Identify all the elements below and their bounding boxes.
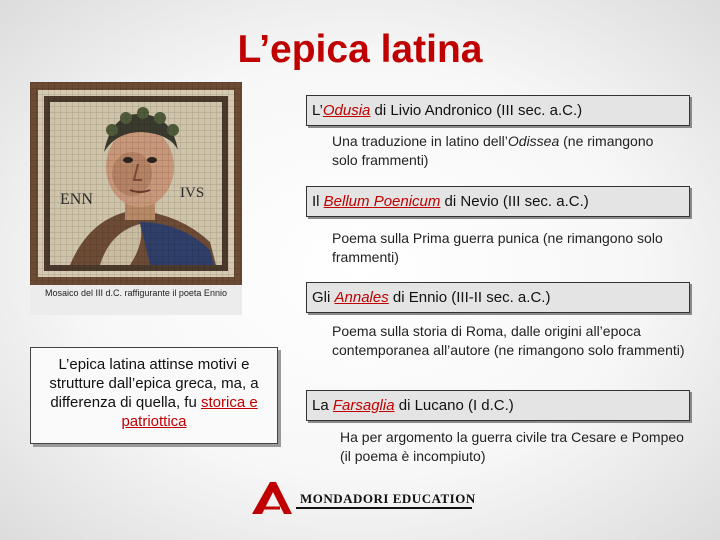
note-highlight: storica e patriottica xyxy=(121,394,258,430)
mosaic-image-ennio xyxy=(30,82,242,285)
work-desc-annales: Poema sulla storia di Roma, dalle origini all’epoca contemporanea all’autore (ne rimangono solo frammenti) xyxy=(332,323,685,358)
desc-text-after: (ne rimangono solo frammenti) xyxy=(332,133,654,168)
work-heading-odusia xyxy=(306,95,690,126)
publisher-name: MONDADORI EDUCATION xyxy=(300,491,476,506)
note-text: L’epica latina attinse motivi e strutture dall’epica greca, ma, a differenza di quella, fu xyxy=(49,356,259,411)
work-desc-odusia xyxy=(332,132,662,170)
work-author: di Nevio (III sec. a.C.) xyxy=(440,193,589,210)
work-title: Farsaglia xyxy=(332,397,395,414)
publisher-underline xyxy=(296,507,472,509)
work-heading-farsaglia xyxy=(306,390,690,421)
work-prefix: La xyxy=(312,397,333,414)
desc-text: Una traduzione in latino dell’ xyxy=(332,133,508,149)
summary-note xyxy=(30,347,278,444)
desc-italic: Odissea xyxy=(507,133,560,149)
work-title: Annales xyxy=(334,289,389,306)
work-prefix: Il xyxy=(312,193,324,210)
slide-title: L’epica latina xyxy=(237,28,483,71)
work-heading-annales xyxy=(306,282,690,313)
publisher-logo-icon xyxy=(250,480,294,516)
work-desc-farsaglia: Ha per argomento la guerra civile tra Cesare e Pompeo (il poema è incompiuto) xyxy=(340,429,684,464)
work-author: di Ennio (III-II sec. a.C.) xyxy=(388,289,551,306)
work-prefix: Gli xyxy=(312,289,335,306)
work-prefix: L’ xyxy=(312,102,323,119)
work-author: di Livio Andronico (III sec. a.C.) xyxy=(370,102,583,119)
work-desc-bellum-poenicum: Poema sulla Prima guerra punica (ne rimangono solo frammenti) xyxy=(332,230,663,265)
work-heading-bellum-poenicum xyxy=(306,186,690,217)
image-caption: Mosaico del III d.C. raffigurante il poeta Ennio xyxy=(30,285,242,315)
work-title: Odusia xyxy=(322,102,371,119)
work-title: Bellum Poenicum xyxy=(323,193,441,210)
work-author: di Lucano (I d.C.) xyxy=(394,397,514,414)
